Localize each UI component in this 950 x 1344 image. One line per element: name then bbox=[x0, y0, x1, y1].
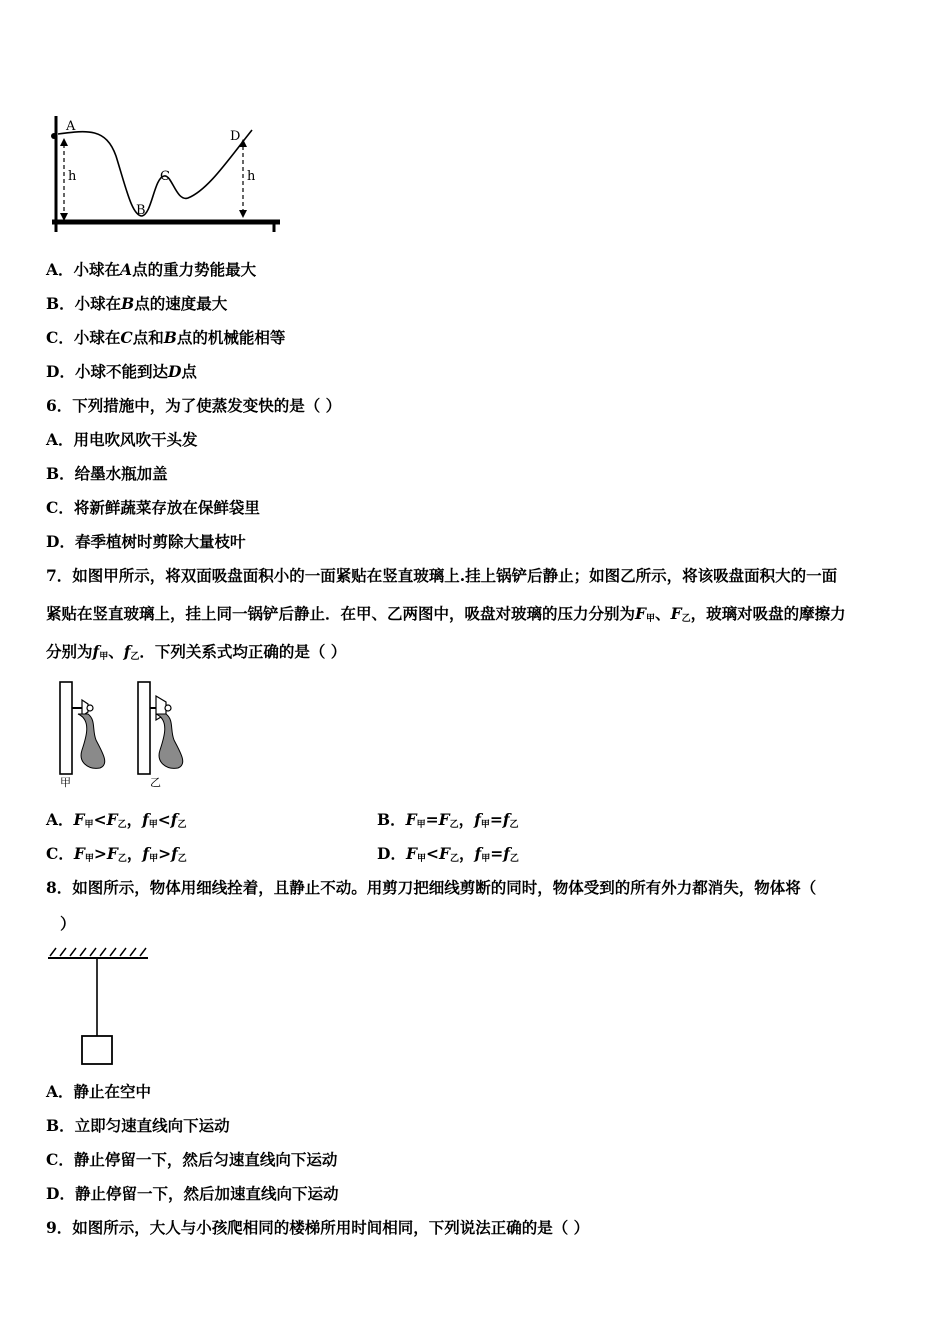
q7-stem-line1: 7．如图甲所示，将双面吸盘面积小的一面紧贴在竖直玻璃上.挂上锅铲后静止；如图乙所示，将该吸盘面积大的一面 bbox=[46, 566, 838, 585]
label-b: B bbox=[136, 203, 146, 218]
q7-suction-figure bbox=[52, 678, 202, 790]
label-jia: 甲 bbox=[60, 776, 71, 789]
q6-option-a: A．用电吹风吹干头发 bbox=[46, 430, 198, 449]
q7-option-c: C．$F_甲>F_乙$，$f_甲>f_乙$ bbox=[46, 844, 187, 864]
q6-option-d: D．春季植树时剪除大量枝叶 bbox=[46, 532, 246, 551]
q8-option-d: D．静止停留一下，然后加速直线向下运动 bbox=[46, 1184, 339, 1203]
q7-stem-line2: 紧贴在竖直玻璃上，挂上同一锅铲后静止．在甲、乙两图中，吸盘对玻璃的压力分别为$F_甲$、$F_乙$，玻璃对吸盘的摩擦力 bbox=[46, 604, 846, 624]
q7-option-a: A．$F_甲<F_乙$，$f_甲<f_乙$ bbox=[46, 810, 187, 830]
q8-option-b: B．立即匀速直线向下运动 bbox=[46, 1116, 230, 1135]
q8-hanging-block-figure bbox=[44, 944, 154, 1068]
q6-option-c: C．将新鲜蔬菜存放在保鲜袋里 bbox=[46, 498, 260, 517]
q9-stem: 9．如图所示，大人与小孩爬相同的楼梯所用时间相同，下列说法正确的是（ ） bbox=[46, 1218, 590, 1237]
label-c: C bbox=[160, 169, 170, 184]
q5-track-figure bbox=[40, 108, 290, 238]
q8-stem: 8．如图所示，物体用细线拴着，且静止不动。用剪刀把细线剪断的同时，物体受到的所有外力都消失，物体将（ bbox=[46, 878, 817, 897]
q5-option-b: B．小球在B点的速度最大 bbox=[46, 294, 228, 313]
label-a: A bbox=[66, 119, 76, 134]
q7-option-b: B．$F_甲=F_乙$，$f_甲=f_乙$ bbox=[377, 810, 519, 830]
label-h-right: h bbox=[247, 169, 256, 184]
q7-option-d: D．$F_甲<F_乙$，$f_甲=f_乙$ bbox=[377, 844, 519, 864]
q8-option-a: A．静止在空中 bbox=[46, 1082, 152, 1101]
q5-option-d: D．小球不能到达D点 bbox=[46, 362, 197, 381]
q5-option-c: C．小球在C点和B点的机械能相等 bbox=[46, 328, 286, 347]
label-yi: 乙 bbox=[150, 776, 161, 789]
q6-option-b: B．给墨水瓶加盖 bbox=[46, 464, 168, 483]
q5-option-a: A．小球在A点的重力势能最大 bbox=[46, 260, 257, 279]
q7-stem-line3: 分别为$f_甲$、$f_乙$．下列关系式均正确的是（ ） bbox=[46, 642, 347, 662]
label-d: D bbox=[230, 129, 241, 144]
label-h-left: h bbox=[68, 169, 77, 184]
q8-stem-end: ） bbox=[60, 914, 76, 933]
q6-stem: 6．下列措施中，为了使蒸发变快的是（ ） bbox=[46, 396, 342, 415]
q8-option-c: C．静止停留一下，然后匀速直线向下运动 bbox=[46, 1150, 338, 1169]
